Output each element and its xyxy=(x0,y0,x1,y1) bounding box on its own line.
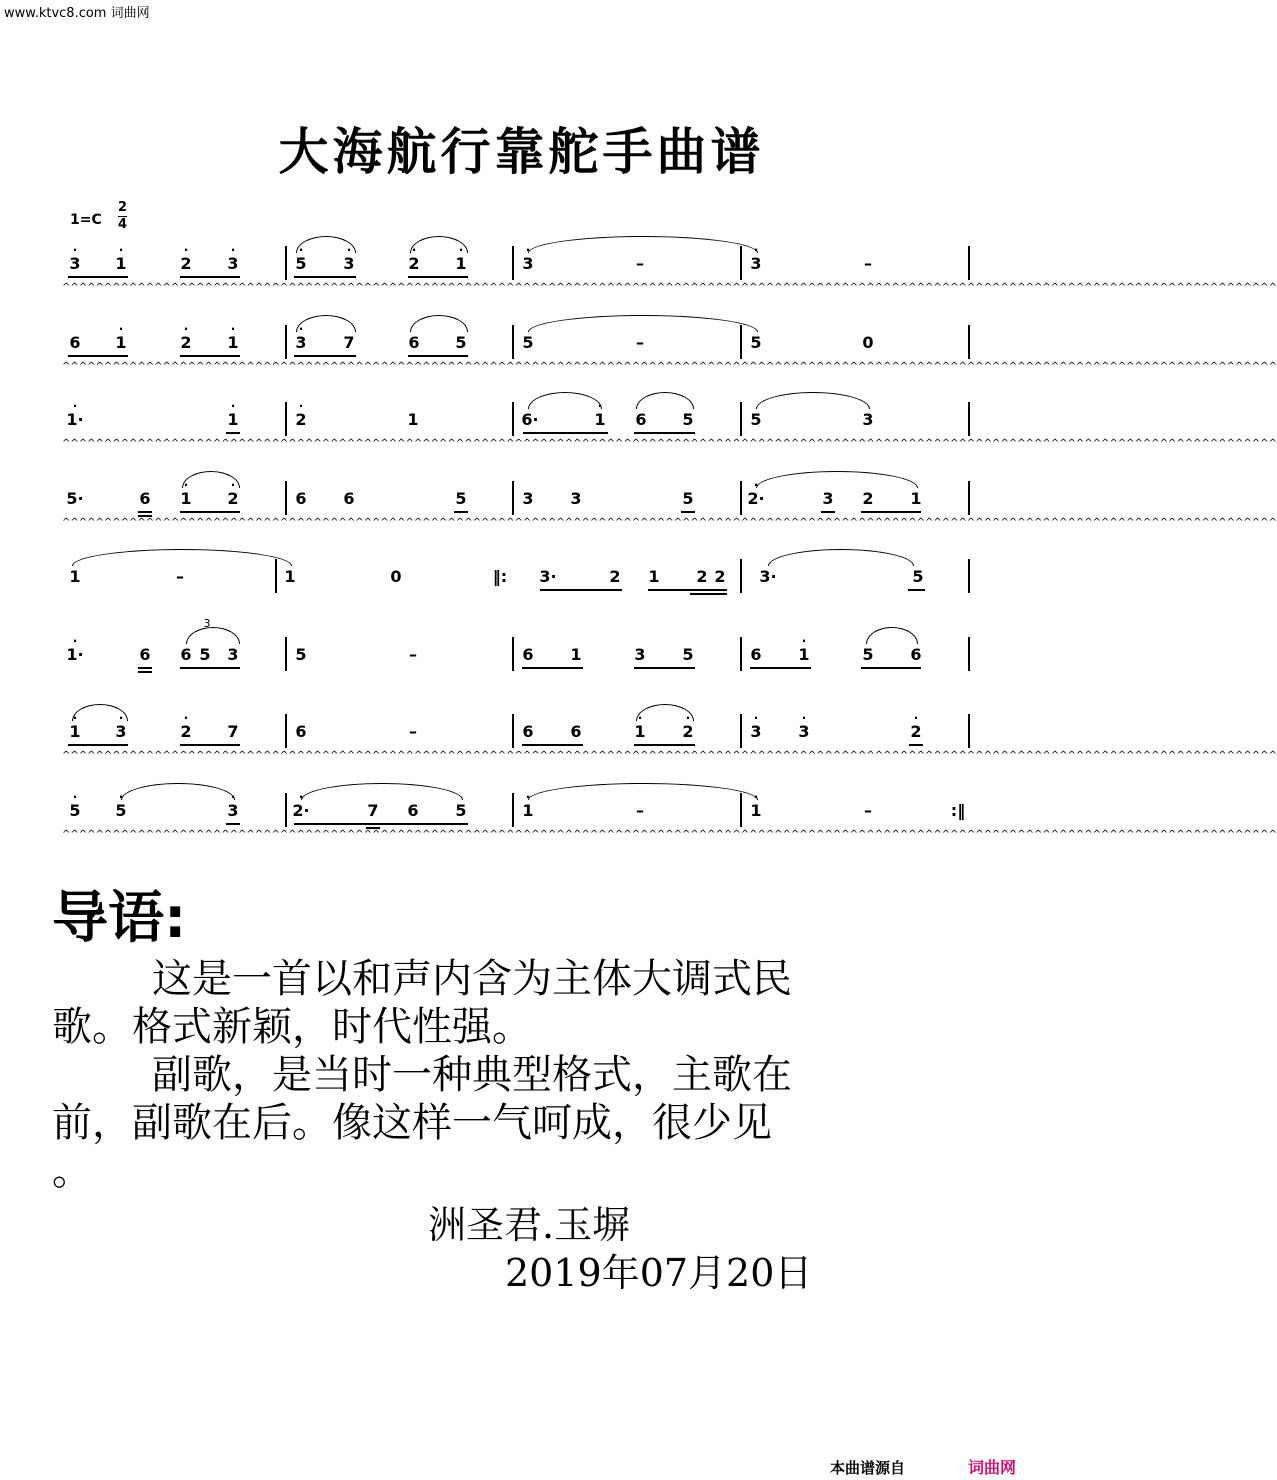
slur xyxy=(298,783,463,804)
note: 1 · xyxy=(115,322,127,352)
octave-dot: · xyxy=(230,478,236,492)
beam xyxy=(540,589,622,591)
beam xyxy=(180,744,240,746)
beam xyxy=(294,276,356,278)
octave-dot: · xyxy=(753,243,759,257)
note: – xyxy=(636,254,644,273)
beam xyxy=(180,355,240,357)
note: – xyxy=(864,254,872,273)
note: 6 xyxy=(295,489,307,508)
octave-dot: · xyxy=(72,399,78,413)
octave-dot: · xyxy=(411,243,417,257)
lyric-placeholder: ^^^^^^^^^^^^^^^^^^^^^^^^^^^^^^^^^^^^^^^^^^^^^^^^^^^^^^^^^^^^^^^^^^^^^^^^^^^^^^^^^^^^^^^^^^^^^^^^^^^^^^^^^^^^^^^^^^^^^^^^^^^^^^^^^^^^^^^^^^^^^^^^^ xyxy=(62,438,1277,449)
bar-line xyxy=(512,637,514,671)
bar-line xyxy=(740,559,742,593)
note: 3 xyxy=(822,489,834,508)
note: 3 xyxy=(570,489,582,508)
beam xyxy=(634,432,695,434)
bar-line xyxy=(285,793,287,827)
note: 6 xyxy=(750,645,762,664)
intro-line-2: 歌。格式新颖，时代性强。 xyxy=(52,1004,532,1050)
note: 2 · xyxy=(682,711,694,741)
note: 1 · xyxy=(455,243,467,273)
slur xyxy=(528,392,603,413)
beam xyxy=(138,511,152,513)
bar-line xyxy=(740,637,742,671)
lyric-placeholder: ^^^^^^^^^^^^^^^^^^^^^^^^^^^^^^^^^^^^^^^^^^^^^^^^^^^^^^^^^^^^^^^^^^^^^^^^^^^^^^^^^^^^^^^^^^^^^^^^^^^^^^^^^^^^^^^^^^^^^^^^^^^^^^^^^^^^^^^^^^^^^^^^^ xyxy=(62,829,1277,840)
note: 2 · xyxy=(180,322,192,352)
note: 3 · xyxy=(798,711,810,741)
note: 3 · xyxy=(295,322,307,352)
octave-dot: · xyxy=(753,790,759,804)
note: 2· · xyxy=(292,790,310,820)
octave-dot: · xyxy=(118,711,124,725)
note: 5 xyxy=(455,801,467,820)
note: – xyxy=(636,333,644,352)
beam xyxy=(681,511,695,513)
note: 1 xyxy=(69,567,81,586)
bar-line xyxy=(512,481,514,515)
footer-site-link[interactable]: 词曲网 xyxy=(968,1458,1017,1477)
note: 3 · xyxy=(750,711,762,741)
note: 3 · xyxy=(343,243,355,273)
note: 5 xyxy=(455,333,467,352)
note: 6 xyxy=(522,645,534,664)
beam xyxy=(226,432,240,434)
octave-dot: · xyxy=(346,243,352,257)
note: 6 xyxy=(343,489,355,508)
note: 5· xyxy=(66,489,84,508)
octave-dot: · xyxy=(72,243,78,257)
note: 1 xyxy=(407,410,419,429)
note: 5 xyxy=(862,645,874,664)
lyric-placeholder: ^^^^^^^^^^^^^^^^^^^^^^^^^^^^^^^^^^^^^^^^^^^^^^^^^^^^^^^^^^^^^^^^^^^^^^^^^^^^^^^^^^^^^^^^^^^^^^^^^^^^^^^^^^^^^^^^^^^^^^^^^^^^^^^^^^^^^^^^^^^^^^^^^ xyxy=(62,282,1277,293)
bar-line xyxy=(740,481,742,515)
note: 1 · xyxy=(227,322,239,352)
octave-dot: · xyxy=(298,322,304,336)
score-row-3 xyxy=(0,399,1277,470)
bar-line xyxy=(285,481,287,515)
slur xyxy=(525,783,759,804)
note: 3 xyxy=(634,645,646,664)
beam xyxy=(522,667,583,669)
bar-line xyxy=(285,637,287,671)
note: 1· · xyxy=(66,634,84,664)
octave-dot: · xyxy=(118,243,124,257)
note: 6 xyxy=(407,801,419,820)
octave-dot: · xyxy=(685,711,691,725)
note: 6 xyxy=(139,645,151,664)
octave-dot: · xyxy=(183,478,189,492)
note: 5 · xyxy=(295,243,307,273)
watermark: www.ktvc8.com 词曲网 xyxy=(4,6,150,21)
octave-dot: · xyxy=(230,322,236,336)
slur xyxy=(186,627,240,644)
bar-line xyxy=(968,481,970,515)
note: 3· xyxy=(539,567,557,586)
octave-dot: · xyxy=(597,399,603,413)
note: 1 · xyxy=(750,790,762,820)
slur xyxy=(296,315,356,336)
note: 3 · xyxy=(227,790,239,820)
note: 0 xyxy=(390,567,402,586)
note: – xyxy=(636,801,644,820)
note: 6 xyxy=(180,645,192,664)
note: – xyxy=(176,567,184,586)
beam xyxy=(180,667,240,669)
note: 5 xyxy=(750,410,762,429)
note: 5 xyxy=(682,489,694,508)
score-row-8 xyxy=(0,790,1277,861)
note: 1 xyxy=(284,567,296,586)
note: 5 xyxy=(682,410,694,429)
bar-line xyxy=(968,637,970,671)
octave-dot: · xyxy=(183,243,189,257)
slur xyxy=(410,315,468,332)
intro-line-3: 副歌，是当时一种典型格式，主歌在 xyxy=(152,1052,792,1098)
note: 3 xyxy=(227,645,239,664)
slur xyxy=(72,704,128,725)
note: 2 xyxy=(609,567,621,586)
bar-line xyxy=(968,325,970,359)
score-row-2 xyxy=(0,322,1277,393)
bar-line xyxy=(740,714,742,748)
date: 2019年07月20日 xyxy=(505,1251,813,1295)
footer-source: 本曲谱源自 xyxy=(830,1459,906,1477)
beam xyxy=(908,589,925,591)
beam xyxy=(909,744,923,746)
bar-line xyxy=(968,714,970,748)
slur xyxy=(528,315,758,332)
note: 7 xyxy=(227,722,239,741)
note: 3 · xyxy=(750,243,762,273)
octave-dot: · xyxy=(753,478,759,492)
octave-dot: · xyxy=(525,790,531,804)
slur xyxy=(72,549,292,566)
bar-line xyxy=(285,714,287,748)
note: 1 xyxy=(910,489,922,508)
note: 1· · xyxy=(66,399,84,429)
note: 7 xyxy=(367,801,379,820)
note: 1 · xyxy=(227,399,239,429)
repeat-end: :‖ xyxy=(950,801,966,820)
beam-double xyxy=(138,671,152,673)
note: 5 · xyxy=(69,790,81,820)
octave-dot: · xyxy=(913,711,919,725)
bar-line xyxy=(968,559,970,593)
bar-line xyxy=(968,246,970,280)
intro-line-1: 这是一首以和声内含为主体大调式民 xyxy=(152,956,792,1002)
note: 6 xyxy=(69,333,81,352)
note: 6 xyxy=(910,645,922,664)
note: 6· xyxy=(521,410,539,429)
beam-double xyxy=(690,593,727,595)
slur xyxy=(118,783,236,804)
octave-dot: · xyxy=(753,711,759,725)
bar-line xyxy=(285,402,287,436)
note: 1 · xyxy=(594,399,606,429)
beam xyxy=(454,511,468,513)
triplet-mark: 3 xyxy=(203,617,211,630)
page-title: 大海航行靠舵手曲谱 xyxy=(278,122,765,181)
score-row-4 xyxy=(0,478,1277,549)
lyric-placeholder: ^^^^^^^^^^^^^^^^^^^^^^^^^^^^^^^^^^^^^^^^^^^^^^^^^^^^^^^^^^^^^^^^^^^^^^^^^^^^^^^^^^^^^^^^^^^^^^^^^^^^^^^^^^^^^^^^^^^^^^^^^^^^^^^^^^^^^^^^^^^^^^^^^ xyxy=(62,361,1277,372)
score-row-7 xyxy=(0,711,1277,782)
note: 7 xyxy=(343,333,355,352)
beam xyxy=(750,667,811,669)
octave-dot: · xyxy=(637,711,643,725)
octave-dot: · xyxy=(298,399,304,413)
beam xyxy=(294,823,468,825)
bar-line xyxy=(285,325,287,359)
beam xyxy=(522,744,583,746)
beam xyxy=(226,823,240,825)
bar-line xyxy=(512,714,514,748)
lyric-placeholder: ^^^^^^^^^^^^^^^^^^^^^^^^^^^^^^^^^^^^^^^^^^^^^^^^^^^^^^^^^^^^^^^^^^^^^^^^^^^^^^^^^^^^^^^^^^^^^^^^^^^^^^^^^^^^^^^^^^^^^^^^^^^^^^^^^^^^^^^^^^^^^^^^^ xyxy=(62,750,1277,761)
note: 1 · xyxy=(69,711,81,741)
note: 1 · xyxy=(115,243,127,273)
note: 3 xyxy=(522,489,534,508)
slur xyxy=(768,549,914,566)
note: – xyxy=(409,722,417,741)
note: 1 · xyxy=(180,478,192,508)
bar-line xyxy=(512,793,514,827)
slur xyxy=(636,704,694,725)
note: 2 · xyxy=(910,711,922,741)
beam xyxy=(138,667,152,669)
slur xyxy=(182,471,240,492)
bar-line xyxy=(740,402,742,436)
score-row-5 xyxy=(0,567,1043,627)
author: 洲圣君.玉塀 xyxy=(428,1203,631,1247)
intro-line-5: 。 xyxy=(52,1148,92,1194)
note: – xyxy=(409,645,417,664)
note: 5 xyxy=(199,645,211,664)
lyric-placeholder: ^^^^^^^^^^^^^^^^^^^^^^^^^^^^^^^^^^^^^^^^^^^^^^^^^^^^^^^^^^^^^^^^^^^^^^^^^^^^^^^^^^^^^^^^^^^^^^^^^^^^^^^^^^^^^^^^^^^^^^^^^^^^^^^^^^^^^^^^^^^^^^^^^ xyxy=(62,517,1277,528)
note: 3 · xyxy=(69,243,81,273)
octave-dot: · xyxy=(118,322,124,336)
note: 1 xyxy=(648,567,660,586)
note: 3 xyxy=(862,410,874,429)
note: 3 · xyxy=(115,711,127,741)
note: 2 · xyxy=(408,243,420,273)
note: 5 xyxy=(682,645,694,664)
beam xyxy=(294,355,356,357)
note: 1 xyxy=(570,645,582,664)
time-signature xyxy=(118,200,127,233)
beam xyxy=(634,744,695,746)
intro-line-4: 前，副歌在后。像这样一气呵成，很少见 xyxy=(52,1100,772,1146)
octave-dot: · xyxy=(183,711,189,725)
beam xyxy=(68,744,128,746)
time-signature-top: 2 xyxy=(118,200,128,215)
octave-dot: · xyxy=(183,322,189,336)
note: 2 · xyxy=(180,711,192,741)
octave-dot: · xyxy=(458,243,464,257)
note: 5 · xyxy=(115,790,127,820)
octave-dot: · xyxy=(72,711,78,725)
note: 6 xyxy=(139,489,151,508)
slur xyxy=(753,471,918,492)
note: 6 xyxy=(295,722,307,741)
beam xyxy=(68,355,128,357)
octave-dot: · xyxy=(230,399,236,413)
time-signature-bottom: 4 xyxy=(118,217,128,232)
octave-dot: · xyxy=(298,243,304,257)
beam xyxy=(861,511,921,513)
note: 3 · xyxy=(227,243,239,273)
note: 5 xyxy=(750,333,762,352)
note: 6 xyxy=(408,333,420,352)
repeat-start: ‖: xyxy=(492,567,508,586)
octave-dot: · xyxy=(525,243,531,257)
slur xyxy=(525,236,759,257)
bar-line xyxy=(512,325,514,359)
bar-line xyxy=(968,402,970,436)
octave-dot: · xyxy=(230,243,236,257)
intro-heading: 导语: xyxy=(52,886,187,951)
octave-dot: · xyxy=(801,634,807,648)
bar-line xyxy=(512,402,514,436)
beam xyxy=(861,667,921,669)
octave-dot: · xyxy=(118,790,124,804)
note: 1 · xyxy=(798,634,810,664)
note: 6 xyxy=(570,722,582,741)
beam xyxy=(408,276,468,278)
score-row-6 xyxy=(0,617,1043,705)
octave-dot: · xyxy=(72,790,78,804)
slur xyxy=(866,627,918,644)
note: 1 · xyxy=(522,790,534,820)
octave-dot: · xyxy=(298,790,304,804)
octave-dot: · xyxy=(230,790,236,804)
beam xyxy=(634,667,695,669)
beam xyxy=(648,589,727,591)
score-row-1 xyxy=(0,243,1277,314)
note: 6 xyxy=(635,410,647,429)
slur xyxy=(756,392,870,409)
note: 2 · xyxy=(227,478,239,508)
octave-dot: · xyxy=(72,634,78,648)
note: 2 xyxy=(862,489,874,508)
slur xyxy=(410,236,468,257)
note: 2 · xyxy=(180,243,192,273)
bar-line xyxy=(512,246,514,280)
note: 2 xyxy=(696,567,708,586)
note: 5 xyxy=(912,567,924,586)
beam xyxy=(180,511,240,513)
slur xyxy=(636,392,694,409)
octave-dot: · xyxy=(801,711,807,725)
note: 2 · xyxy=(295,399,307,429)
note: – xyxy=(864,801,872,820)
note: 0 xyxy=(862,333,874,352)
note: 2· · xyxy=(747,478,765,508)
note: 6 xyxy=(522,722,534,741)
bar-line xyxy=(285,246,287,280)
note: 5 xyxy=(295,645,307,664)
note: 5 xyxy=(522,333,534,352)
key-signature: 1=C xyxy=(70,212,102,228)
beam xyxy=(180,276,240,278)
note: 2 xyxy=(714,567,726,586)
note: 3· xyxy=(759,567,777,586)
note: 5 xyxy=(455,489,467,508)
slur xyxy=(296,236,356,257)
note: 1 · xyxy=(634,711,646,741)
beam xyxy=(408,355,468,357)
beam xyxy=(821,511,835,513)
note: 3 · xyxy=(522,243,534,273)
beam xyxy=(523,432,608,434)
beam xyxy=(68,276,128,278)
